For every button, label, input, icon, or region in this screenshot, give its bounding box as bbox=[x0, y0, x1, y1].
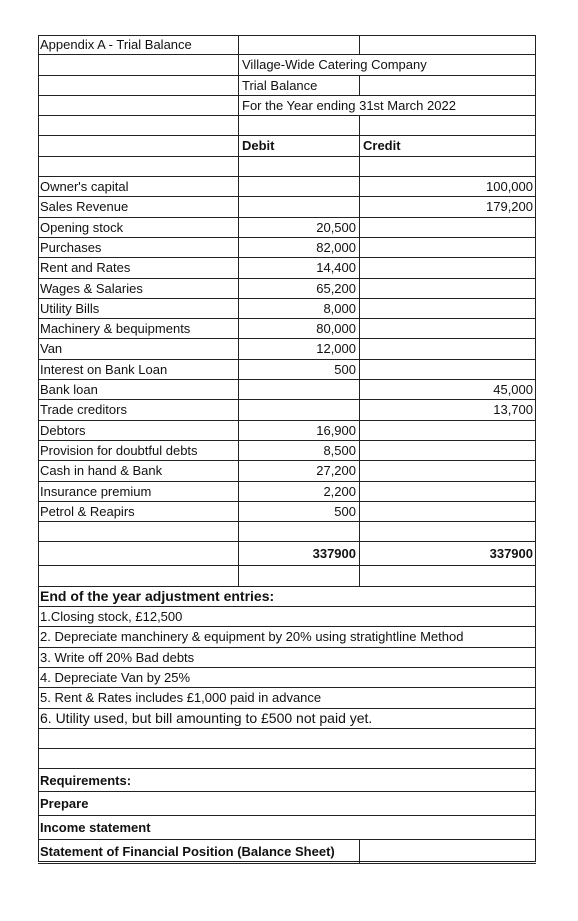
account-credit bbox=[359, 482, 536, 501]
account-row bbox=[38, 421, 536, 441]
account-credit bbox=[359, 339, 536, 358]
account-row bbox=[38, 319, 536, 339]
debit-total: 337900 bbox=[238, 542, 359, 565]
period-row bbox=[38, 96, 536, 116]
account-row bbox=[38, 197, 536, 217]
account-credit bbox=[359, 502, 536, 521]
adjustment-item bbox=[38, 688, 536, 708]
account-row bbox=[38, 258, 536, 278]
account-name: Debtors bbox=[40, 422, 86, 438]
report-period: For the Year ending 31st March 2022 bbox=[238, 96, 536, 115]
adjustments-title-row bbox=[38, 587, 536, 607]
account-row bbox=[38, 238, 536, 258]
account-name: Petrol & Reapirs bbox=[40, 503, 135, 519]
account-debit: 12,000 bbox=[238, 339, 359, 358]
column-header-row bbox=[38, 136, 536, 156]
adjustment-item bbox=[38, 627, 536, 647]
blank-row bbox=[38, 749, 536, 769]
blank-row bbox=[38, 116, 536, 136]
account-debit: 2,200 bbox=[238, 482, 359, 501]
blank-row bbox=[38, 157, 536, 177]
report-name: Trial Balance bbox=[238, 76, 359, 95]
account-row bbox=[38, 279, 536, 299]
account-name: Purchases bbox=[40, 239, 102, 255]
debit-header: Debit bbox=[238, 136, 359, 155]
account-row bbox=[38, 502, 536, 522]
account-credit bbox=[359, 299, 536, 318]
adjustment-item bbox=[38, 709, 536, 729]
totals-row bbox=[38, 542, 536, 566]
account-credit bbox=[359, 258, 536, 277]
account-name: Trade creditors bbox=[40, 402, 127, 418]
requirement-item bbox=[38, 792, 536, 816]
account-credit bbox=[359, 279, 536, 298]
requirement-text: Prepare bbox=[40, 796, 89, 812]
account-row bbox=[38, 441, 536, 461]
requirements-list bbox=[38, 792, 536, 864]
requirement-item bbox=[38, 816, 536, 840]
account-row bbox=[38, 177, 536, 197]
account-debit: 80,000 bbox=[238, 319, 359, 338]
account-credit: 13,700 bbox=[359, 400, 536, 419]
account-debit: 20,500 bbox=[238, 218, 359, 237]
appendix-title: Appendix A - Trial Balance bbox=[40, 37, 192, 52]
company-row bbox=[38, 55, 536, 75]
account-name: Bank loan bbox=[40, 382, 98, 398]
requirements-title-row bbox=[38, 769, 536, 792]
account-row bbox=[38, 482, 536, 502]
account-credit bbox=[359, 360, 536, 379]
account-row bbox=[38, 299, 536, 319]
account-name: Rent and Rates bbox=[40, 260, 131, 276]
account-credit: 45,000 bbox=[359, 380, 536, 399]
company-name: Village-Wide Catering Company bbox=[238, 55, 536, 74]
account-debit bbox=[238, 177, 359, 196]
account-credit bbox=[359, 218, 536, 237]
account-name: Van bbox=[40, 341, 63, 357]
account-row bbox=[38, 400, 536, 420]
account-name: Owner's capital bbox=[40, 179, 129, 195]
account-debit: 500 bbox=[238, 502, 359, 521]
credit-header: Credit bbox=[359, 136, 536, 155]
account-row bbox=[38, 461, 536, 481]
requirement-item bbox=[38, 840, 536, 864]
account-credit: 100,000 bbox=[359, 177, 536, 196]
account-name: Utility Bills bbox=[40, 300, 100, 316]
account-debit: 14,400 bbox=[238, 258, 359, 277]
adjustments-list bbox=[38, 607, 536, 729]
adjustments-title: End of the year adjustment entries: bbox=[40, 587, 275, 604]
account-debit: 27,200 bbox=[238, 461, 359, 480]
requirement-text: Statement of Financial Position (Balance Sheet) bbox=[40, 844, 335, 860]
adjustment-item bbox=[38, 648, 536, 668]
account-credit bbox=[359, 238, 536, 257]
account-name: Opening stock bbox=[40, 219, 124, 235]
account-debit bbox=[238, 380, 359, 399]
account-debit: 16,900 bbox=[238, 421, 359, 440]
credit-total: 337900 bbox=[359, 542, 536, 565]
account-credit: 179,200 bbox=[359, 197, 536, 216]
blank-row bbox=[38, 566, 536, 586]
account-credit bbox=[359, 441, 536, 460]
account-name: Sales Revenue bbox=[40, 199, 129, 215]
account-row bbox=[38, 380, 536, 400]
account-name: Interest on Bank Loan bbox=[40, 361, 168, 377]
adjustment-text: 3. Write off 20% Bad debts bbox=[40, 649, 195, 665]
adjustment-text: 5. Rent & Rates includes £1,000 paid in advance bbox=[40, 690, 322, 706]
blank-row bbox=[38, 729, 536, 749]
account-credit bbox=[359, 461, 536, 480]
requirements-title: Requirements: bbox=[40, 773, 132, 789]
account-name: Machinery & bequipments bbox=[40, 321, 191, 337]
account-credit bbox=[359, 421, 536, 440]
account-name: Wages & Salaries bbox=[40, 280, 143, 296]
blank-row bbox=[38, 522, 536, 542]
account-name: Provision for doubtful debts bbox=[40, 442, 198, 458]
account-debit: 8,500 bbox=[238, 441, 359, 460]
appendix-row bbox=[38, 35, 536, 55]
adjustment-text: 6. Utility used, but bill amounting to £500 not paid yet. bbox=[40, 709, 373, 726]
account-debit: 500 bbox=[238, 360, 359, 379]
account-row bbox=[38, 360, 536, 380]
account-credit bbox=[359, 319, 536, 338]
adjustment-item bbox=[38, 668, 536, 688]
trial-balance-sheet bbox=[38, 35, 536, 864]
account-debit: 82,000 bbox=[238, 238, 359, 257]
account-debit: 65,200 bbox=[238, 279, 359, 298]
requirement-text: Income statement bbox=[40, 820, 151, 836]
account-debit: 8,000 bbox=[238, 299, 359, 318]
account-row bbox=[38, 339, 536, 359]
account-debit bbox=[238, 400, 359, 419]
account-row bbox=[38, 218, 536, 238]
adjustment-text: 1.Closing stock, £12,500 bbox=[40, 609, 183, 625]
adjustment-item bbox=[38, 607, 536, 627]
adjustment-text: 4. Depreciate Van by 25% bbox=[40, 669, 191, 685]
account-name: Cash in hand & Bank bbox=[40, 463, 163, 479]
adjustment-text: 2. Depreciate manchinery & equipment by 20% using stratightline Method bbox=[40, 629, 464, 645]
account-debit bbox=[238, 197, 359, 216]
report-row bbox=[38, 76, 536, 96]
account-name: Insurance premium bbox=[40, 483, 152, 499]
accounts-table bbox=[38, 177, 536, 522]
